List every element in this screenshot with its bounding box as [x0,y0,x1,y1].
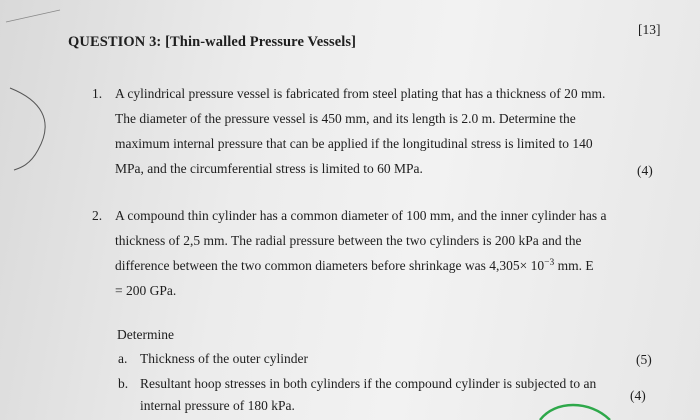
question-heading: QUESTION 3: [Thin-walled Pressure Vessels] [68,34,357,50]
exponent: −3 [544,258,555,268]
item-2-line-3-suffix: mm. E [554,258,594,273]
part-a-letter: a. [118,351,128,366]
part-b-line-2: internal pressure of 180 kPa. [140,398,295,413]
determine-label: Determine [117,327,174,342]
item-2-number: 2. [92,208,103,223]
item-2-line-4: = 200 GPa. [115,283,177,298]
part-a-text: Thickness of the outer cylinder [140,351,308,366]
item-2-line-1: A compound thin cylinder has a common diameter of 100 mm, and the inner cylinder has a [115,208,607,223]
total-marks: [13] [638,22,661,37]
item-1-marks: (4) [637,163,653,178]
part-a-marks: (5) [636,352,652,367]
item-1-number: 1. [92,86,103,101]
item-1-line-4: MPa, and the circumferential stress is limited to 60 MPa. [115,161,423,176]
item-1-line-3: maximum internal pressure that can be applied if the longitudinal stress is limited to 140 [115,136,593,151]
item-1-line-2: The diameter of the pressure vessel is 450 mm, and its length is 2.0 m. Determine the [115,111,576,126]
part-b-line-1: Resultant hoop stresses in both cylinders if the compound cylinder is subjected to an [140,376,597,391]
item-2-line-3 [115,258,594,274]
part-b-marks: (4) [630,388,646,403]
item-2-line-3-text: difference between the two common diameters before shrinkage was 4,305× 10 [115,258,545,273]
item-2-line-2: thickness of 2,5 mm. The radial pressure between the two cylinders is 200 kPa and the [115,233,582,248]
part-b-letter: b. [118,376,129,391]
item-1-line-1: A cylindrical pressure vessel is fabricated from steel plating that has a thickness of 20 mm. [115,86,606,101]
